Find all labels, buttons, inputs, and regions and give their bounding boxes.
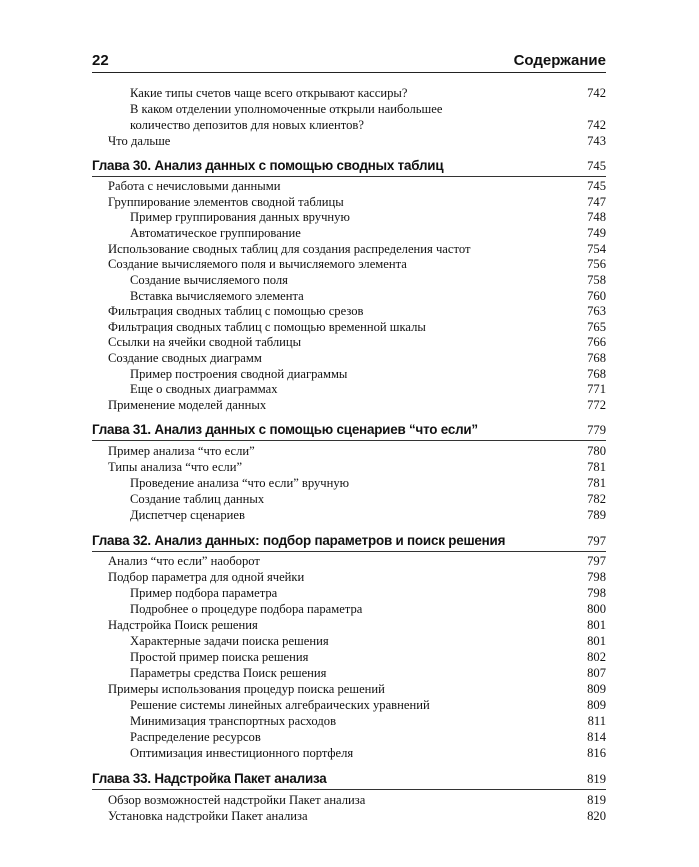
header-rule	[92, 72, 606, 73]
running-title: Содержание	[513, 52, 606, 69]
page-header	[92, 52, 606, 72]
toc-entry: Параметры средства Поиск решения 807	[130, 666, 606, 680]
toc-entry: Простой пример поиска решения 802	[130, 650, 606, 664]
toc-entry: Анализ “что если” наоборот 797	[108, 554, 606, 568]
toc-entry: Подробнее о процедуре подбора параметра 800	[130, 602, 606, 616]
toc-entry: Оптимизация инвестиционного портфеля 816	[130, 746, 606, 760]
toc-entry: В каком отделении уполномоченные открыли наибольшее	[130, 102, 443, 116]
chapter-rule	[92, 551, 606, 552]
toc-entry: Использование сводных таблиц для создания распределения частот 754	[108, 242, 606, 256]
chapter-rule	[92, 789, 606, 790]
toc-entry: Создание сводных диаграмм 768	[108, 351, 606, 365]
toc-entry: Решение системы линейных алгебраических уравнений 809	[130, 698, 606, 712]
toc-entry: Распределение ресурсов 814	[130, 730, 606, 744]
toc-entry: Диспетчер сценариев 789	[130, 508, 606, 522]
chapter-heading: Глава 33. Надстройка Пакет анализа 819	[92, 771, 606, 786]
chapter-heading: Глава 32. Анализ данных: подбор параметров и поиск решения 797	[92, 533, 606, 548]
chapter-heading: Глава 30. Анализ данных с помощью сводных таблиц 745	[92, 158, 606, 173]
toc-entry: Проведение анализа “что если” вручную 781	[130, 476, 606, 490]
chapter-rule	[92, 440, 606, 441]
toc-entry: Надстройка Поиск решения 801	[108, 618, 606, 632]
page-number: 22	[92, 52, 109, 69]
toc-entry: Пример подбора параметра 798	[130, 586, 606, 600]
toc-entry: Фильтрация сводных таблиц с помощью временной шкалы 765	[108, 320, 606, 334]
toc-entry: Пример построения сводной диаграммы 768	[130, 367, 606, 381]
toc-entry: количество депозитов для новых клиентов? 742	[130, 118, 606, 132]
toc-entry: Какие типы счетов чаще всего открывают кассиры? 742	[130, 86, 606, 100]
toc-entry: Пример анализа “что если” 780	[108, 444, 606, 458]
toc-entry: Применение моделей данных 772	[108, 398, 606, 412]
toc-entry: Вставка вычисляемого элемента 760	[130, 289, 606, 303]
toc-entry: Подбор параметра для одной ячейки 798	[108, 570, 606, 584]
toc-entry: Ссылки на ячейки сводной таблицы 766	[108, 335, 606, 349]
toc-entry: Пример группирования данных вручную 748	[130, 210, 606, 224]
chapter-heading: Глава 31. Анализ данных с помощью сценариев “что если” 779	[92, 422, 606, 437]
toc-entry: Создание вычисляемого поля и вычисляемого элемента 756	[108, 257, 606, 271]
toc-entry: Установка надстройки Пакет анализа 820	[108, 809, 606, 823]
toc-entry: Группирование элементов сводной таблицы 747	[108, 195, 606, 209]
toc-entry: Еще о сводных диаграммах 771	[130, 382, 606, 396]
toc-entry: Обзор возможностей надстройки Пакет анализа 819	[108, 793, 606, 807]
toc-entry: Минимизация транспортных расходов 811	[130, 714, 606, 728]
toc-entry: Что дальше 743	[108, 134, 606, 148]
toc-entry: Создание вычисляемого поля 758	[130, 273, 606, 287]
toc-entry: Работа с нечисловыми данными 745	[108, 179, 606, 193]
toc-entry: Характерные задачи поиска решения 801	[130, 634, 606, 648]
toc-entry: Типы анализа “что если” 781	[108, 460, 606, 474]
toc-entry: Фильтрация сводных таблиц с помощью срезов 763	[108, 304, 606, 318]
toc-entry: Примеры использования процедур поиска решений 809	[108, 682, 606, 696]
toc-entry: Автоматическое группирование 749	[130, 226, 606, 240]
chapter-rule	[92, 176, 606, 177]
toc-entry: Создание таблиц данных 782	[130, 492, 606, 506]
